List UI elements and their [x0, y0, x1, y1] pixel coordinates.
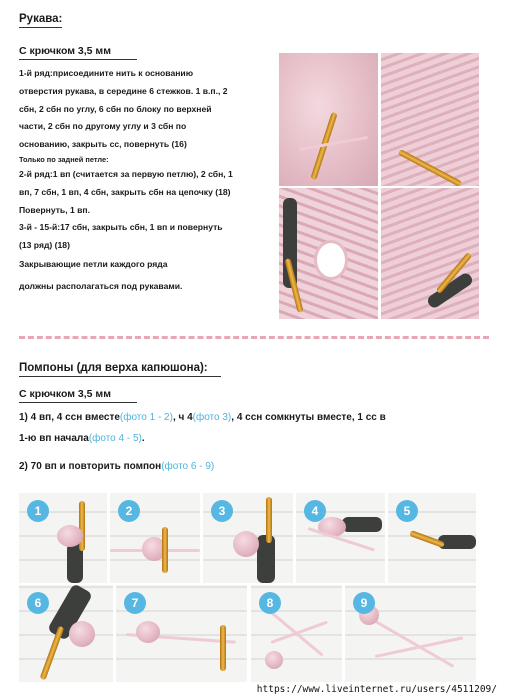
sleeve-photo-1: [279, 53, 378, 186]
sleeve-photo-3: [279, 188, 378, 319]
instruction-line: отверстия рукава, в середине 6 стежков. 1 в.п., 2: [19, 85, 228, 96]
pompom-photo-8: [251, 585, 342, 682]
photo-number-badge: 3: [211, 500, 233, 522]
pompom-photo-4: [296, 493, 385, 583]
step-text: , 4 ссн сомкнуты вместе, 1 сс в: [231, 412, 386, 423]
photo-number-badge: 8: [259, 592, 281, 614]
instruction-line: (13 ряд) (18): [19, 240, 70, 251]
instruction-line: Только по задней петле:: [19, 154, 109, 164]
step-text: 1) 4 вп, 4 ссн вместе: [19, 412, 120, 423]
pompom-step-1-continued: [19, 433, 145, 444]
instruction-line: сбн, 2 сбн по углу, 6 сбн по блоку по верхней: [19, 103, 212, 114]
sleeves-title: Рукава:: [19, 13, 62, 28]
pompoms-hook-size: С крючком 3,5 мм: [19, 388, 137, 403]
section-divider: [19, 336, 489, 339]
hook-icon: [220, 625, 226, 671]
photo-ref-link: (фото 1 - 2): [119, 412, 173, 423]
yarn-strand: [270, 621, 327, 644]
pompom-photo-6: [19, 585, 113, 682]
sleeves-instructions: [19, 65, 274, 296]
pompom-photo-3: [203, 493, 293, 583]
pompom-photo-2: [110, 493, 200, 583]
yarn-strand: [375, 636, 464, 658]
photo-number-badge: 9: [353, 592, 375, 614]
pompom-photo-7: [116, 585, 247, 682]
sleeves-hook-size: С крючком 3,5 мм: [19, 45, 137, 60]
pompom-ball: [57, 525, 83, 547]
source-url[interactable]: https://www.liveinternet.ru/users/4511209/: [256, 684, 497, 695]
instruction-line: вп, 7 сбн, 1 вп, 4 сбн, закрыть сбн на цепочку (18): [19, 186, 231, 197]
yarn-strand: [299, 136, 368, 151]
instruction-line: Закрывающие петли каждого ряда: [19, 258, 168, 269]
photo-number-badge: 2: [118, 500, 140, 522]
step-text: , ч 4: [172, 412, 193, 423]
sleeve-photo-2: [381, 53, 479, 186]
instruction-line: Повернуть, 1 вп.: [19, 204, 90, 215]
hook-icon: [40, 626, 65, 681]
photo-number-badge: 6: [27, 592, 49, 614]
step-text: 1-ю вп начала: [19, 433, 89, 444]
instruction-line: 1-й ряд:присоедините нить к основанию: [19, 68, 194, 78]
hook-icon: [162, 527, 168, 573]
step-text: .: [141, 433, 145, 444]
pompom-photo-9: [345, 585, 476, 682]
photo-number-badge: 7: [124, 592, 146, 614]
instruction-line: 2-й ряд:1 вп (считается за первую петлю), 2 сбн, 1: [19, 168, 233, 179]
instruction-line: основанию, закрыть сс, повернуть (16): [19, 139, 187, 150]
instruction-line: 3-й - 15-й:17 сбн, закрыть сбн, 1 вп и повернуть: [19, 222, 223, 233]
sleeve-opening: [314, 240, 348, 280]
instruction-line: части, 2 сбн по другому углу и 3 сбн по: [19, 121, 187, 132]
pompom-ball: [69, 621, 95, 647]
pompoms-title: Помпоны (для верха капюшона):: [19, 362, 221, 377]
photo-ref-link: (фото 4 - 5): [88, 433, 142, 444]
hook-handle: [342, 517, 382, 532]
pompom-ball: [136, 621, 160, 643]
pompom-ball: [265, 651, 283, 669]
hook-icon: [398, 149, 463, 186]
photo-number-badge: 4: [304, 500, 326, 522]
pompom-photo-1: [19, 493, 107, 583]
photo-number-badge: 1: [27, 500, 49, 522]
photo-number-badge: 5: [396, 500, 418, 522]
pompom-photo-5: [388, 493, 476, 583]
photo-ref-link: (фото 6 - 9): [161, 461, 215, 472]
photo-ref-link: (фото 3): [192, 412, 232, 423]
step-text: 2) 70 вп и повторить помпон: [19, 461, 162, 472]
sleeve-photo-4: [381, 188, 479, 319]
hook-icon: [266, 497, 272, 543]
instruction-line: должны располагаться под рукавами.: [19, 280, 183, 291]
hook-icon: [79, 501, 85, 551]
pompom-step-2: [19, 461, 214, 472]
pompom-step-1: [19, 412, 386, 423]
pompom-ball: [233, 531, 259, 557]
